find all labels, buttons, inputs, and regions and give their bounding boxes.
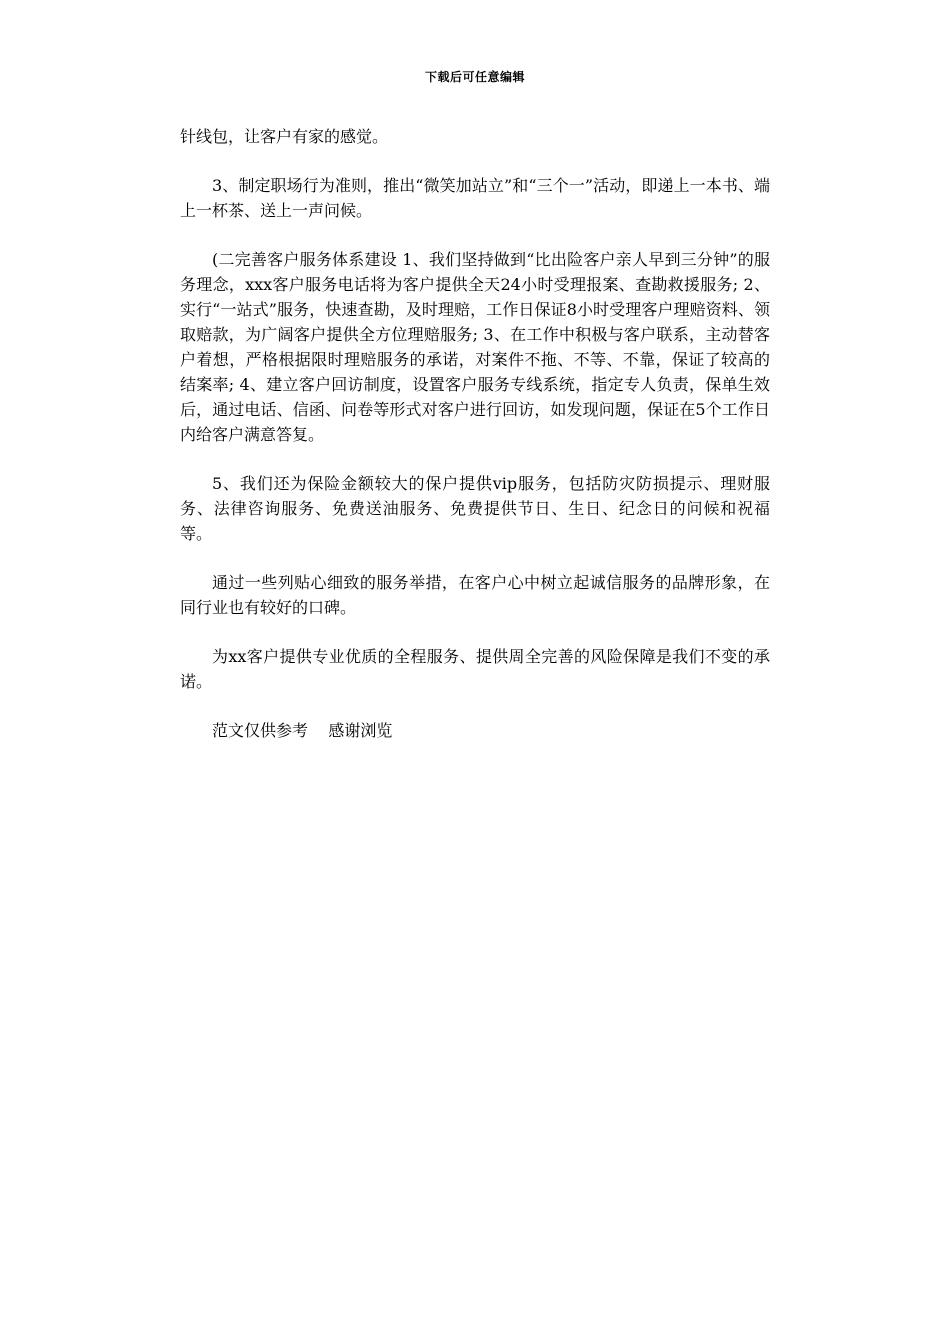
- paragraph-continuation: 针线包，让客户有家的感觉。: [180, 127, 389, 146]
- paragraph-vip-service: 5、我们还为保险金额较大的保户提供vip服务，包括防灾防损提示、理财服务、法律咨询服务、免费送油服务、免费提供节日、生日、纪念日的问候和祝福等。: [180, 474, 770, 543]
- document-body: [180, 124, 770, 743]
- paragraph-conduct-rules: 3、制定职场行为准则，推出“微笑加站立”和“三个一”活动，即递上一本书、端上一杯茶、送上一声问候。: [180, 176, 770, 220]
- paragraph-service-system: (二完善客户服务体系建设 1、我们坚持做到“比出险客户亲人早到三分钟”的服务理念，xxx客户服务电话将为客户提供全天24小时受理报案、查勘救援服务; 2、实行“一站式”服务，快速查勘，及时理赔，工作日保证8小时受理客户理赔资料、领取赔款，为广阔客户提供全方位理赔服务; 3、在工作中积极与客户联系，主动替客户着想，严格根据限时理赔服务的承诺，对案件不拖、不等、不靠，保证了较高的结案率; 4、建立客户回访制度，设置客户服务专线系统，指定专人负责，保单生效后，通过电话、信函、问卷等形式对客户进行回访，如发现问题，保证在5个工作日内给客户满意答复。: [180, 250, 770, 444]
- page-header: 下载后可任意编辑: [424, 70, 525, 84]
- paragraph-commitment: 为xx客户提供专业优质的全程服务、提供周全完善的风险保障是我们不变的承诺。: [180, 647, 770, 691]
- closing-note: 范文仅供参考 感谢浏览: [212, 721, 393, 740]
- paragraph-brand-image: 通过一些列贴心细致的服务举措，在客户心中树立起诚信服务的品牌形象，在同行业也有较好的口碑。: [180, 573, 770, 617]
